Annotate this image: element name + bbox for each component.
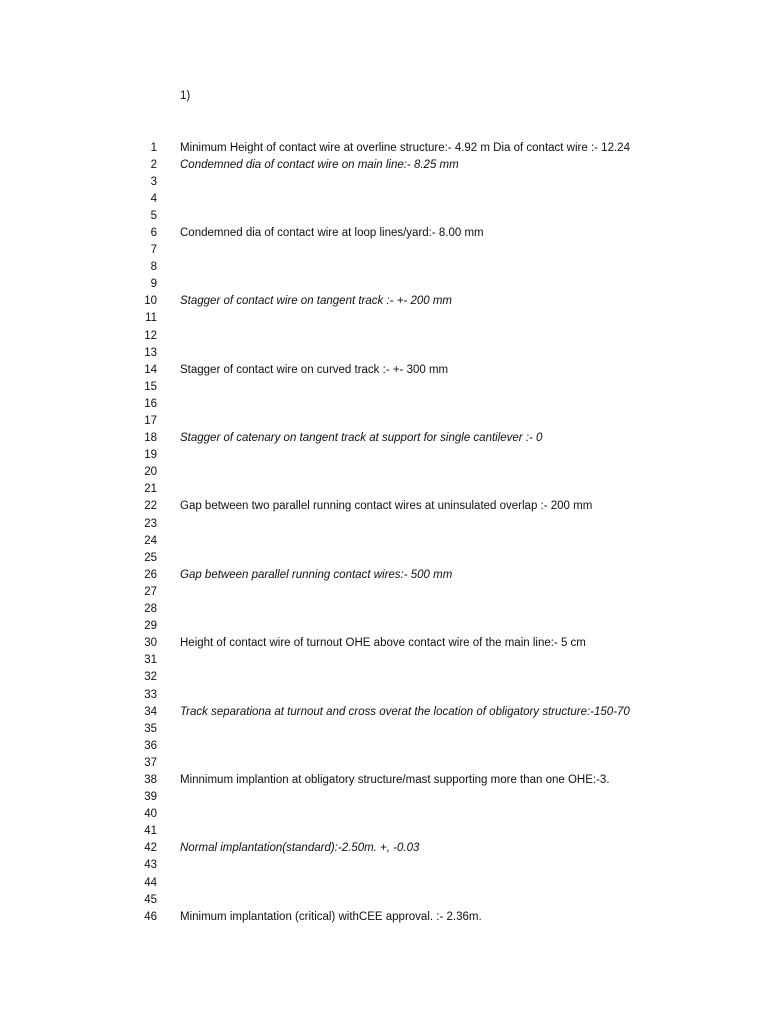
sheet-row: [0, 396, 768, 413]
sheet-row: [0, 755, 768, 772]
sheet-row: [0, 892, 768, 909]
row-number: 41: [144, 825, 157, 838]
sheet-row: [0, 447, 768, 464]
row-number: 23: [144, 517, 157, 530]
row-number: 3: [150, 175, 157, 188]
sheet-row: [0, 413, 768, 430]
sheet-row: [0, 362, 768, 379]
sheet-row: [0, 498, 768, 515]
row-number: 38: [144, 773, 157, 786]
sheet-row: [0, 174, 768, 191]
row-number: 26: [144, 568, 157, 581]
row-number: 18: [144, 432, 157, 445]
row-number: 22: [144, 500, 157, 513]
sheet-row: [0, 823, 768, 840]
sheet-row: [0, 601, 768, 618]
sheet-row: [0, 379, 768, 396]
row-text: Condemned dia of contact wire on main line:- 8.25 mm: [180, 158, 459, 171]
row-number: 4: [150, 192, 157, 205]
row-number: 42: [144, 842, 157, 855]
sheet-row: [0, 772, 768, 789]
sheet-row: [0, 464, 768, 481]
sheet-row: [0, 669, 768, 686]
row-number: 43: [144, 859, 157, 872]
row-number: 16: [144, 397, 157, 410]
sheet-row: [0, 225, 768, 242]
row-number: 14: [144, 363, 157, 376]
row-number: 35: [144, 722, 157, 735]
row-text: Condemned dia of contact wire at loop lines/yard:- 8.00 mm: [180, 226, 484, 239]
row-text: Gap between parallel running contact wires:- 500 mm: [180, 568, 453, 581]
row-number: 2: [150, 158, 157, 171]
spreadsheet-rows: [0, 140, 768, 926]
row-number: 34: [144, 705, 157, 718]
row-number: 25: [144, 551, 157, 564]
row-text: Stagger of contact wire on tangent track :- +- 200 mm: [180, 295, 452, 308]
sheet-row: [0, 840, 768, 857]
row-text: Track separationa at turnout and cross overat the location of obligatory structure:-150-70: [180, 705, 630, 718]
sheet-row: [0, 567, 768, 584]
row-text: Stagger of catenary on tangent track at support for single cantilever :- 0: [180, 432, 543, 445]
sheet-row: [0, 430, 768, 447]
row-number: 32: [144, 671, 157, 684]
row-number: 1: [150, 141, 157, 154]
sheet-row: [0, 857, 768, 874]
row-number: 11: [145, 312, 157, 325]
section-heading: 1): [180, 90, 191, 102]
sheet-row: [0, 789, 768, 806]
row-number: 30: [144, 637, 157, 650]
sheet-row: [0, 738, 768, 755]
row-number: 37: [144, 756, 157, 769]
row-text: Normal implantation(standard):-2.50m. +, -0.03: [180, 842, 420, 855]
row-number: 36: [144, 739, 157, 752]
row-text: Gap between two parallel running contact wires at uninsulated overlap :- 200 mm: [180, 500, 593, 513]
sheet-row: [0, 584, 768, 601]
sheet-row: [0, 208, 768, 225]
row-number: 13: [144, 346, 157, 359]
row-number: 46: [144, 910, 157, 923]
row-number: 24: [144, 534, 157, 547]
sheet-row: [0, 533, 768, 550]
sheet-row: [0, 875, 768, 892]
sheet-row: [0, 909, 768, 926]
sheet-row: [0, 157, 768, 174]
row-number: 10: [144, 295, 157, 308]
row-number: 45: [144, 893, 157, 906]
sheet-row: [0, 310, 768, 327]
row-number: 5: [150, 209, 157, 222]
row-number: 17: [144, 415, 157, 427]
sheet-row: [0, 345, 768, 362]
sheet-row: [0, 618, 768, 635]
row-number: 12: [144, 329, 157, 342]
row-number: 40: [144, 808, 157, 821]
row-number: 29: [144, 620, 157, 633]
row-number: 21: [144, 483, 157, 496]
row-number: 6: [150, 226, 157, 239]
row-number: 33: [144, 688, 157, 701]
sheet-row: [0, 140, 768, 157]
row-number: 15: [144, 380, 157, 393]
sheet-row: [0, 328, 768, 345]
row-number: 39: [144, 791, 157, 804]
row-text: Stagger of contact wire on curved track :- +- 300 mm: [180, 363, 449, 376]
sheet-row: [0, 481, 768, 498]
row-number: 19: [144, 449, 157, 462]
sheet-row: [0, 550, 768, 567]
row-number: 9: [150, 278, 157, 291]
row-number: 7: [150, 244, 157, 257]
row-number: 44: [144, 876, 157, 889]
sheet-row: [0, 293, 768, 310]
sheet-row: [0, 276, 768, 293]
row-number: 28: [144, 603, 157, 616]
row-number: 31: [144, 654, 157, 667]
sheet-row: [0, 635, 768, 652]
sheet-row: [0, 687, 768, 704]
sheet-row: [0, 516, 768, 533]
sheet-row: [0, 191, 768, 208]
row-text: Minnimum implantion at obligatory structure/mast supporting more than one OHE:-3.: [180, 773, 610, 786]
sheet-row: [0, 806, 768, 823]
row-number: 8: [150, 261, 157, 274]
sheet-row: [0, 259, 768, 276]
row-text: Minimum implantation (critical) withCEE approval. :- 2.36m.: [180, 910, 482, 923]
row-text: Minimum Height of contact wire at overline structure:- 4.92 m Dia of contact wire :- 12.24: [180, 141, 630, 154]
sheet-row: [0, 704, 768, 721]
row-number: 20: [144, 466, 157, 479]
sheet-row: [0, 652, 768, 669]
sheet-row: [0, 721, 768, 738]
sheet-row: [0, 242, 768, 259]
row-text: Height of contact wire of turnout OHE above contact wire of the main line:- 5 cm: [180, 637, 586, 650]
row-number: 27: [144, 585, 157, 598]
